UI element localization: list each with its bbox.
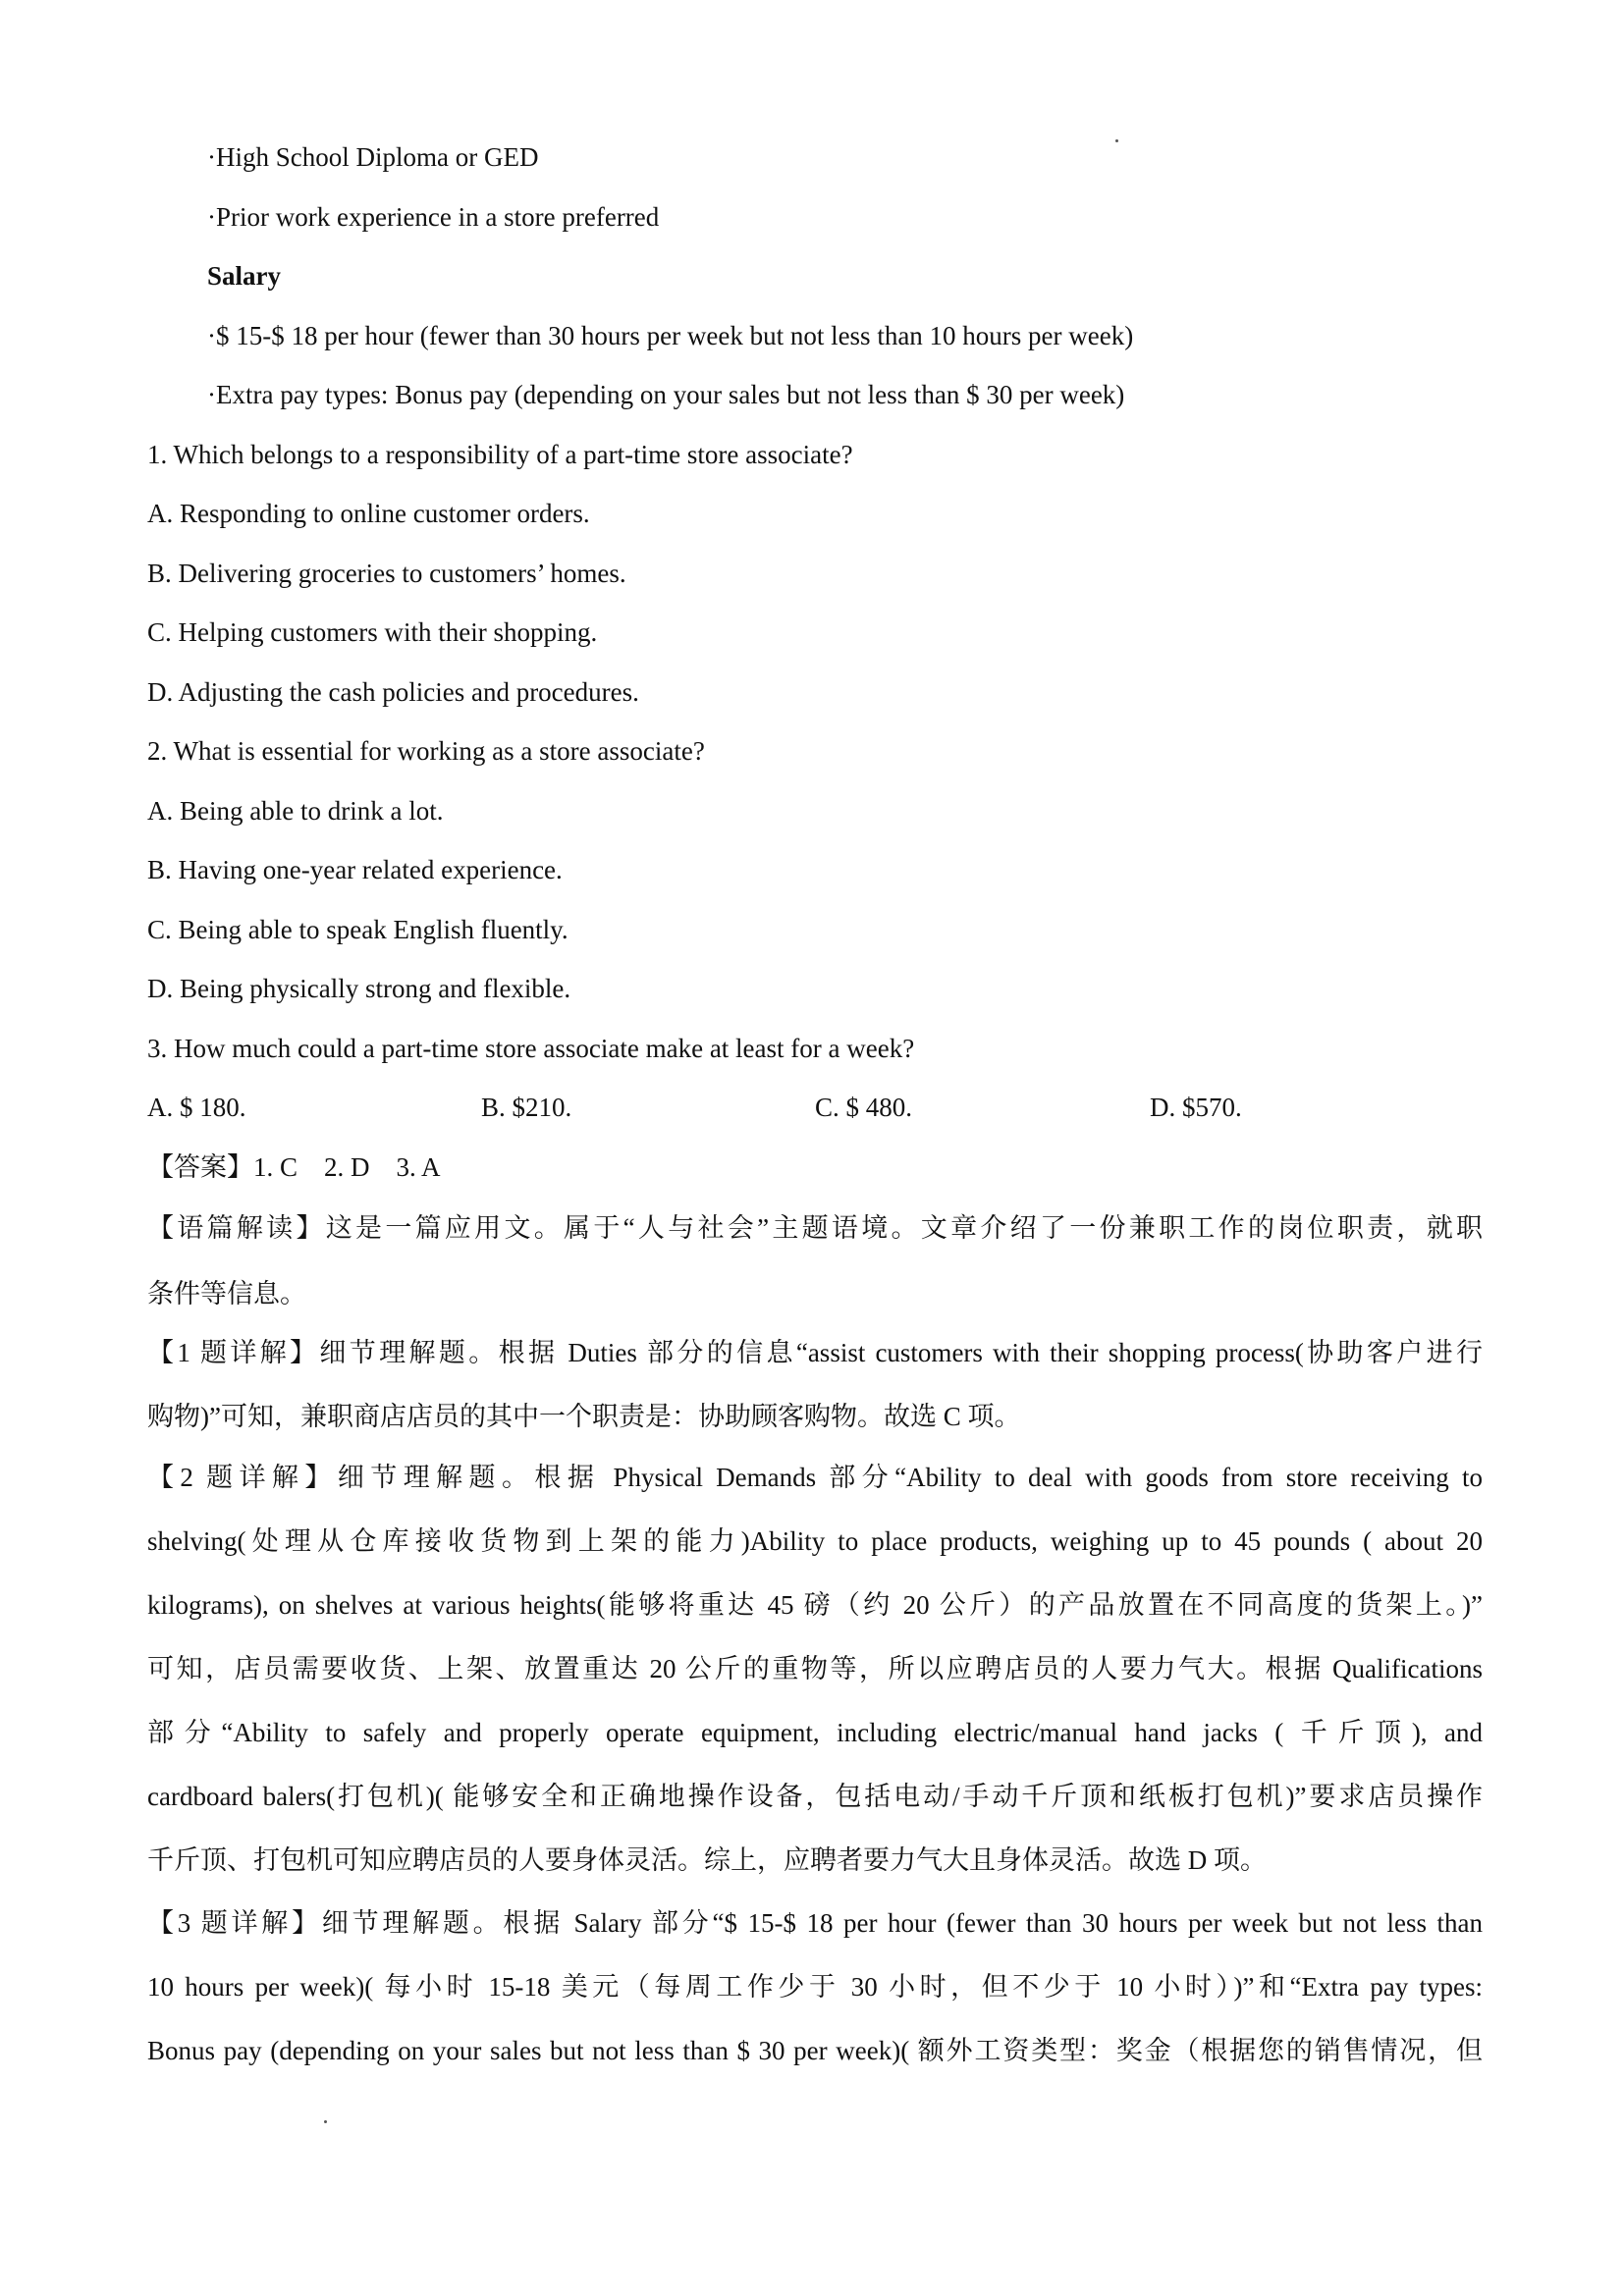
- salary-item: ·Extra pay types: Bonus pay (depending on your sales but not less than $ 30 per week): [207, 380, 1125, 409]
- question-option: D. $570.: [1150, 1093, 1242, 1122]
- explanation-line: Bonus pay (depending on your sales but not less than $ 30 per week)( 额外工资类型：奖金（根据您的销售情况，但: [147, 2036, 1483, 2065]
- explanation-line: 购物)”可知，兼职商店店员的其中一个职责是：协助顾客购物。故选 C 项。: [147, 1402, 1021, 1431]
- explanation-line: 部分“Ability to safely and properly operate equipment, including electric/manual hand jacks ( 千斤顶), and: [147, 1718, 1483, 1747]
- question-option: B. $210.: [481, 1093, 572, 1122]
- question-option: D. Adjusting the cash policies and procedures.: [147, 677, 639, 707]
- explanation-line: 【1 题详解】细节理解题。根据 Duties 部分的信息“assist customers with their shopping process(协助客户进行: [147, 1338, 1483, 1367]
- question-option: C. $ 480.: [815, 1093, 913, 1122]
- salary-heading: Salary: [207, 261, 282, 291]
- qualification-item: ·High School Diploma or GED: [207, 142, 539, 172]
- qualification-item: ·Prior work experience in a store preferred: [207, 202, 660, 232]
- answer-line: 【答案】1. C 2. D 3. A: [147, 1152, 441, 1182]
- question-option: C. Helping customers with their shopping.: [147, 617, 598, 647]
- question-option: B. Delivering groceries to customers’ homes.: [147, 559, 626, 588]
- explanation-line: 千斤顶、打包机可知应聘店员的人要身体灵活。综上，应聘者要力气大且身体灵活。故选 D 项。: [147, 1845, 1267, 1875]
- explanation-line: 【语篇解读】这是一篇应用文。属于“人与社会”主题语境。文章介绍了一份兼职工作的岗位职责，就职: [147, 1213, 1483, 1243]
- explanation-line: shelving(处理从仓库接收货物到上架的能力)Ability to place products, weighing up to 45 pounds ( about 20: [147, 1526, 1483, 1556]
- question-option: A. Responding to online customer orders.: [147, 499, 590, 528]
- question-option: C. Being able to speak English fluently.: [147, 915, 568, 944]
- question-option: B. Having one-year related experience.: [147, 855, 563, 884]
- question-option: D. Being physically strong and flexible.: [147, 974, 571, 1003]
- explanation-line: kilograms), on shelves at various heights(能够将重达 45 磅（约 20 公斤）的产品放置在不同高度的货架上。)”: [147, 1590, 1483, 1620]
- question-stem: 1. Which belongs to a responsibility of a part-time store associate?: [147, 440, 853, 469]
- question-stem: 3. How much could a part-time store associate make at least for a week?: [147, 1034, 915, 1063]
- explanation-line: 10 hours per week)( 每小时 15-18 美元（每周工作少于 30 小时，但不少于 10 小时）)”和“Extra pay types:: [147, 1972, 1483, 2002]
- question-stem: 2. What is essential for working as a store associate?: [147, 736, 705, 766]
- explanation-line: 可知，店员需要收货、上架、放置重达 20 公斤的重物等，所以应聘店员的人要力气大。根据 Qualifications: [147, 1654, 1483, 1683]
- explanation-line: cardboard balers(打包机)( 能够安全和正确地操作设备，包括电动/手动千斤顶和纸板打包机)”要求店员操作: [147, 1782, 1483, 1811]
- explanation-line: 【3 题详解】细节理解题。根据 Salary 部分“$ 15-$ 18 per hour (fewer than 30 hours per week but not less than: [147, 1908, 1483, 1938]
- explanation-line: 条件等信息。: [147, 1279, 306, 1308]
- question-option: A. $ 180.: [147, 1093, 246, 1122]
- salary-item: ·$ 15-$ 18 per hour (fewer than 30 hours per week but not less than 10 hours per week): [207, 321, 1134, 350]
- explanation-line: 【2 题详解】细节理解题。根据 Physical Demands 部分“Ability to deal with goods from store receiving to: [147, 1463, 1483, 1492]
- scan-speck: [324, 2120, 327, 2123]
- question-option: A. Being able to drink a lot.: [147, 796, 444, 826]
- scan-speck: [1115, 139, 1118, 142]
